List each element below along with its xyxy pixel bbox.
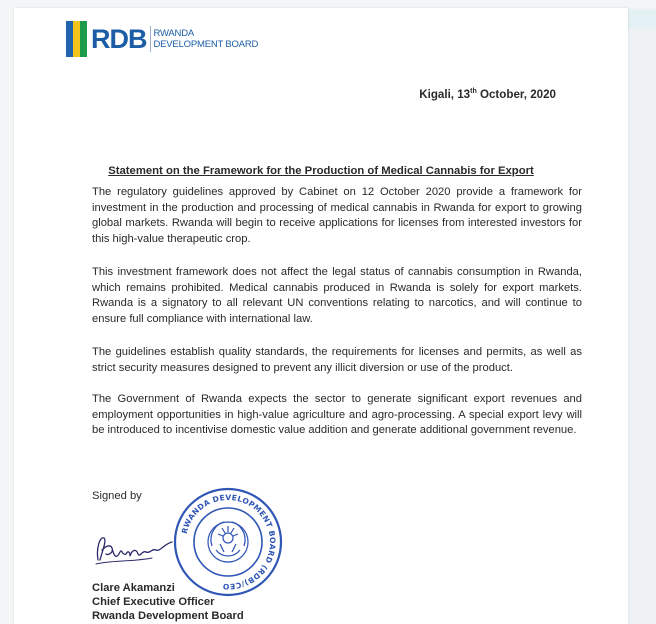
paragraph-2: This investment framework does not affect the legal status of cannabis consumption in Rwanda, which remains prohibited. Medical cannabis produced in Rwanda is solely for export markets. Rwanda is a signatory to all relevant UN conventions relating to narcotics, and will continue to ensure full compliance with international law. (92, 266, 582, 325)
logo-bar-yellow (73, 21, 80, 57)
signed-by-label: Signed by (92, 490, 142, 502)
rdb-logo (66, 20, 258, 58)
paragraph-1: The regulatory guidelines approved by Cabinet on 12 October 2020 provide a framework for investment in the production and processing of medical cannabis in Rwanda for export to growing global markets. Rwanda will begin to receive applications for licenses from interested investors for this high-value therapeutic crop. (92, 186, 582, 245)
date-ordinal: th (470, 88, 477, 96)
letter-page (14, 8, 628, 624)
date-month-year: October, 2020 (476, 88, 556, 101)
official-seal (172, 486, 284, 598)
logo-bar-blue (66, 21, 73, 57)
paragraph-4: The Government of Rwanda expects the sector to generate significant export revenues and employment opportunities in high-value agriculture and agro-processing. A special export levy will be introduced to incentivise domestic value addition and generate additional government revenue. (92, 393, 582, 437)
date-day: Kigali, 13 (419, 88, 471, 101)
signatory-role: Chief Executive Officer (92, 596, 215, 608)
logo-abbreviation: RDB (91, 24, 147, 54)
logo-subtitle-line2: DEVELOPMENT BOARD (153, 39, 259, 50)
logo-subtitle-line1: RWANDA (153, 28, 194, 39)
letter-date (419, 88, 556, 101)
handwritten-signature (92, 530, 184, 570)
svg-text:RWANDA DEVELOPMENT BOARD (RDB): RWANDA DEVELOPMENT BOARD (RDB)/CEO (179, 492, 278, 592)
logo-subtitle (150, 26, 259, 52)
logo-bar-green (80, 21, 87, 57)
background-tint (628, 10, 656, 28)
paragraph-3: The guidelines establish quality standards, the requirements for licenses and permits, as well as strict security measures designed to prevent any illicit diversion or use of the product. (92, 346, 582, 374)
background-strip (628, 8, 656, 624)
signatory-organization: Rwanda Development Board (92, 610, 244, 622)
signatory-name: Clare Akamanzi (92, 582, 175, 594)
statement-title: Statement on the Framework for the Production of Medical Cannabis for Export (108, 165, 534, 177)
logo-flag-bars (66, 21, 87, 57)
